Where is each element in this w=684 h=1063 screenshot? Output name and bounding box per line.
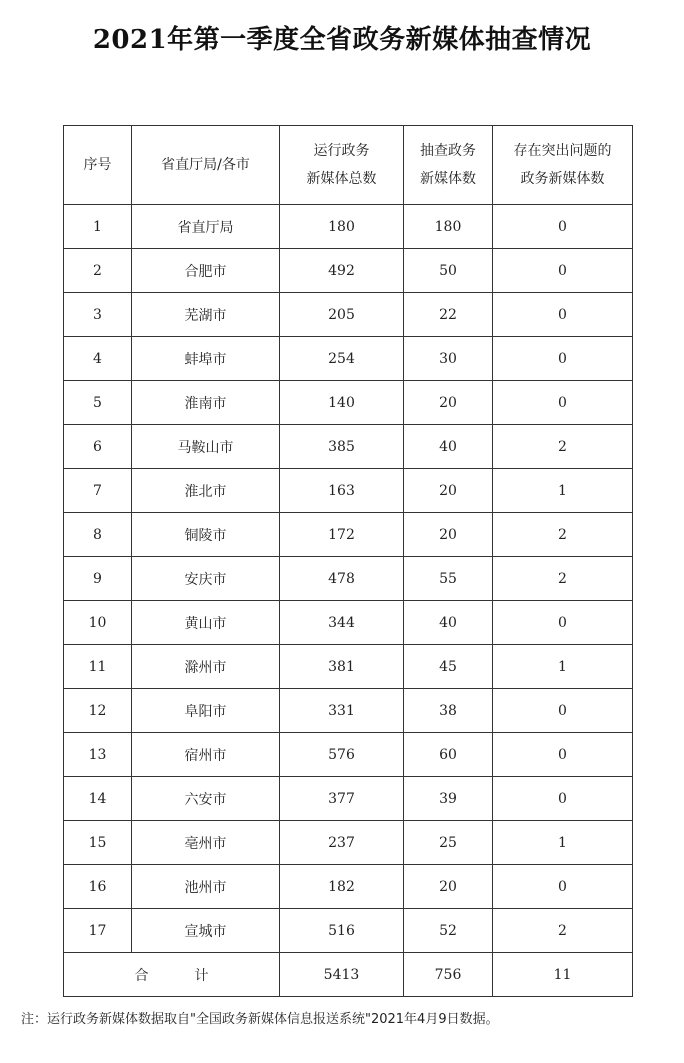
row-region: 安庆市 (132, 557, 280, 601)
row-problems: 0 (493, 249, 633, 293)
row-problems: 0 (493, 865, 633, 909)
total-sum-total: 5413 (280, 953, 404, 997)
row-sampled: 55 (404, 557, 493, 601)
row-total: 385 (280, 425, 404, 469)
table-row (64, 909, 633, 953)
row-problems: 0 (493, 293, 633, 337)
header-total-line2: 新媒体总数 (306, 171, 377, 187)
row-region: 合肥市 (132, 249, 280, 293)
row-index: 10 (64, 601, 132, 645)
row-index: 11 (64, 645, 132, 689)
inspection-table (63, 125, 633, 997)
total-label-part1: 合 (134, 967, 149, 984)
row-problems: 2 (493, 909, 633, 953)
row-total: 205 (280, 293, 404, 337)
total-label-part2: 计 (194, 967, 209, 984)
row-sampled: 20 (404, 469, 493, 513)
row-index: 6 (64, 425, 132, 469)
row-total: 344 (280, 601, 404, 645)
row-sampled: 20 (404, 865, 493, 909)
row-problems: 0 (493, 205, 633, 249)
row-problems: 2 (493, 425, 633, 469)
page-title: 2021年第一季度全省政务新媒体抽查情况 (92, 25, 592, 55)
row-sampled: 60 (404, 733, 493, 777)
header-total-line1: 运行政务 (313, 143, 370, 159)
row-index: 16 (64, 865, 132, 909)
total-sum-problems: 11 (493, 953, 633, 997)
footnote: 注：运行政务新媒体数据取自"全国政务新媒体信息报送系统"2021年4月9日数据。 (21, 1012, 499, 1027)
table-row (64, 513, 633, 557)
row-sampled: 40 (404, 425, 493, 469)
row-index: 13 (64, 733, 132, 777)
row-problems: 0 (493, 337, 633, 381)
row-problems: 0 (493, 689, 633, 733)
row-index: 17 (64, 909, 132, 953)
row-problems: 0 (493, 381, 633, 425)
total-row (64, 953, 633, 997)
row-problems: 0 (493, 601, 633, 645)
header-region (132, 126, 280, 205)
row-region: 马鞍山市 (132, 425, 280, 469)
row-total: 492 (280, 249, 404, 293)
row-index: 1 (64, 205, 132, 249)
row-sampled: 20 (404, 381, 493, 425)
row-region: 淮北市 (132, 469, 280, 513)
row-index: 15 (64, 821, 132, 865)
row-total: 254 (280, 337, 404, 381)
row-region: 铜陵市 (132, 513, 280, 557)
table-row (64, 821, 633, 865)
row-sampled: 180 (404, 205, 493, 249)
header-sampled-line2: 新媒体数 (420, 171, 476, 187)
row-sampled: 30 (404, 337, 493, 381)
table-row (64, 601, 633, 645)
row-region: 黄山市 (132, 601, 280, 645)
row-total: 237 (280, 821, 404, 865)
row-sampled: 38 (404, 689, 493, 733)
row-total: 331 (280, 689, 404, 733)
row-sampled: 52 (404, 909, 493, 953)
row-sampled: 22 (404, 293, 493, 337)
total-sum-sampled: 756 (404, 953, 493, 997)
row-index: 8 (64, 513, 132, 557)
row-index: 3 (64, 293, 132, 337)
row-sampled: 45 (404, 645, 493, 689)
row-region: 滁州市 (132, 645, 280, 689)
header-problems-line2: 政务新媒体数 (520, 171, 605, 187)
row-region: 宿州市 (132, 733, 280, 777)
table-row (64, 469, 633, 513)
row-total: 381 (280, 645, 404, 689)
header-sampled (404, 126, 493, 205)
table-row (64, 865, 633, 909)
table-row (64, 425, 633, 469)
row-region: 池州市 (132, 865, 280, 909)
row-region: 芜湖市 (132, 293, 280, 337)
row-total: 377 (280, 777, 404, 821)
row-index: 5 (64, 381, 132, 425)
row-index: 9 (64, 557, 132, 601)
header-problems-line1: 存在突出问题的 (513, 143, 612, 159)
header-index (64, 126, 132, 205)
table-row (64, 733, 633, 777)
header-total (280, 126, 404, 205)
row-region: 省直厅局 (132, 205, 280, 249)
table-body (64, 205, 633, 953)
row-total: 163 (280, 469, 404, 513)
row-problems: 2 (493, 557, 633, 601)
row-total: 182 (280, 865, 404, 909)
header-problems (493, 126, 633, 205)
row-problems: 0 (493, 777, 633, 821)
table-row (64, 249, 633, 293)
row-total: 516 (280, 909, 404, 953)
row-sampled: 50 (404, 249, 493, 293)
row-region: 蚌埠市 (132, 337, 280, 381)
row-problems: 1 (493, 821, 633, 865)
row-index: 7 (64, 469, 132, 513)
table-row (64, 381, 633, 425)
table-row (64, 337, 633, 381)
row-problems: 2 (493, 513, 633, 557)
table-row (64, 205, 633, 249)
row-index: 14 (64, 777, 132, 821)
row-region: 宣城市 (132, 909, 280, 953)
table-row (64, 645, 633, 689)
row-total: 576 (280, 733, 404, 777)
row-total: 172 (280, 513, 404, 557)
header-region-label: 省直厅局/各市 (161, 157, 250, 173)
row-region: 六安市 (132, 777, 280, 821)
row-total: 478 (280, 557, 404, 601)
total-label (64, 953, 280, 997)
row-index: 4 (64, 337, 132, 381)
row-index: 12 (64, 689, 132, 733)
table-row (64, 557, 633, 601)
row-region: 亳州市 (132, 821, 280, 865)
row-index: 2 (64, 249, 132, 293)
table-header-row (64, 126, 633, 205)
row-total: 140 (280, 381, 404, 425)
row-sampled: 39 (404, 777, 493, 821)
row-region: 淮南市 (132, 381, 280, 425)
header-sampled-line1: 抽查政务 (420, 143, 476, 159)
header-index-label: 序号 (83, 157, 112, 173)
table-row (64, 689, 633, 733)
row-sampled: 25 (404, 821, 493, 865)
table-row (64, 777, 633, 821)
table-row (64, 293, 633, 337)
row-sampled: 20 (404, 513, 493, 557)
row-problems: 1 (493, 469, 633, 513)
row-problems: 1 (493, 645, 633, 689)
row-region: 阜阳市 (132, 689, 280, 733)
row-total: 180 (280, 205, 404, 249)
row-sampled: 40 (404, 601, 493, 645)
row-problems: 0 (493, 733, 633, 777)
